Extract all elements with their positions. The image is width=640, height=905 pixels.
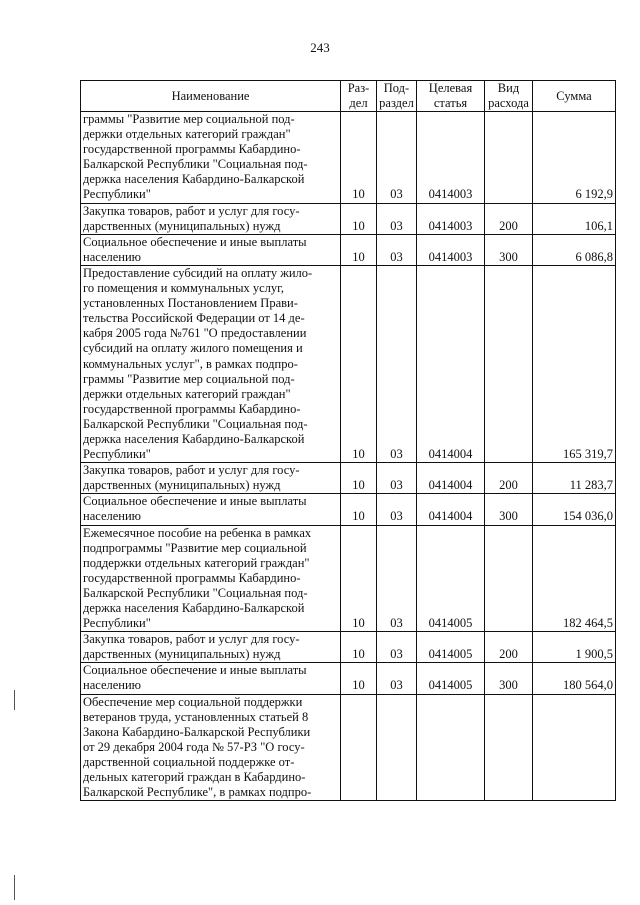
table-row [81,203,616,234]
row-name: Предоставление субсидий на оплату жило- го помещения и коммунальных услуг, установленных Постановлением Прави- тельства Российской Федерации от 14 де- кабря 2005 года №761 "О предоставлении субсидий на оплату жилого помещения и коммунальных услуг", в рамках подпро- граммы "Развитие мер социальной под- держки отдельных категорий граждан" государственной программы Кабардино- Балкарской Республики "Социальная под- держка населения Кабардино-Балкарской Республики" [81,265,341,462]
page-number: 243 [310,40,330,55]
row-podrazdel: 03 [377,265,417,462]
row-summa: 6 192,9 [533,112,616,204]
row-vid: 300 [485,663,533,694]
row-name: Социальное обеспечение и иные выплаты населению [81,663,341,694]
row-vid [485,112,533,204]
row-podrazdel: 03 [377,203,417,234]
row-podrazdel: 03 [377,463,417,494]
row-vid [485,525,533,632]
row-vid: 200 [485,632,533,663]
row-vid: 300 [485,494,533,525]
row-name: Закупка товаров, работ и услуг для госу- дарственных (муниципальных) нужд [81,632,341,663]
row-razdel: 10 [341,265,377,462]
row-summa: 6 086,8 [533,234,616,265]
row-summa: 165 319,7 [533,265,616,462]
row-name: Ежемесячное пособие на ребенка в рамках подпрограммы "Развитие мер социальной поддержки отдельных категорий граждан" государственной программы Кабардино- Балкарской Республики "Социальная под- держка населения Кабардино-Балкарской Республики" [81,525,341,632]
row-summa: 180 564,0 [533,663,616,694]
table-row [81,525,616,632]
row-podrazdel: 03 [377,632,417,663]
table-row [81,632,616,663]
header-vid: Вид расхода [485,81,533,112]
row-vid [485,265,533,462]
table-row [81,694,616,801]
table-row [81,494,616,525]
row-summa: 11 283,7 [533,463,616,494]
row-vid: 200 [485,203,533,234]
table-row [81,265,616,462]
header-celevaya: Целевая статья [417,81,485,112]
scan-margin-mark [14,875,15,900]
row-name: Закупка товаров, работ и услуг для госу- дарственных (муниципальных) нужд [81,203,341,234]
row-celevaya: 0414003 [417,234,485,265]
row-podrazdel [377,694,417,801]
row-vid: 300 [485,234,533,265]
row-razdel: 10 [341,234,377,265]
budget-table [80,80,616,801]
row-celevaya: 0414005 [417,525,485,632]
row-celevaya: 0414003 [417,203,485,234]
row-summa [533,694,616,801]
row-summa: 182 464,5 [533,525,616,632]
row-podrazdel: 03 [377,494,417,525]
row-podrazdel: 03 [377,525,417,632]
table-row [81,463,616,494]
row-podrazdel: 03 [377,234,417,265]
header-razdel: Раз- дел [341,81,377,112]
row-summa: 154 036,0 [533,494,616,525]
row-razdel [341,694,377,801]
row-razdel: 10 [341,112,377,204]
row-celevaya: 0414005 [417,632,485,663]
header-name: Наименование [81,81,341,112]
row-razdel: 10 [341,525,377,632]
table-row [81,663,616,694]
row-podrazdel: 03 [377,663,417,694]
row-razdel: 10 [341,632,377,663]
row-celevaya [417,694,485,801]
row-name: Закупка товаров, работ и услуг для госу- дарственных (муниципальных) нужд [81,463,341,494]
row-celevaya: 0414004 [417,463,485,494]
row-vid: 200 [485,463,533,494]
row-celevaya: 0414004 [417,494,485,525]
table-row [81,234,616,265]
row-vid [485,694,533,801]
row-name: граммы "Развитие мер социальной под- держки отдельных категорий граждан" государственной программы Кабардино- Балкарской Республики "Социальная под- держка населения Кабардино-Балкарской Республики" [81,112,341,204]
table-row [81,112,616,204]
header-podrazdel: Под- раздел [377,81,417,112]
row-summa: 106,1 [533,203,616,234]
header-summa: Сумма [533,81,616,112]
header-row [81,81,616,112]
row-celevaya: 0414004 [417,265,485,462]
row-razdel: 10 [341,203,377,234]
row-celevaya: 0414003 [417,112,485,204]
row-name: Социальное обеспечение и иные выплаты населению [81,494,341,525]
row-summa: 1 900,5 [533,632,616,663]
row-name: Социальное обеспечение и иные выплаты населению [81,234,341,265]
scan-margin-mark [14,690,15,710]
row-razdel: 10 [341,494,377,525]
row-podrazdel: 03 [377,112,417,204]
row-celevaya: 0414005 [417,663,485,694]
row-name: Обеспечение мер социальной поддержки ветеранов труда, установленных статьей 8 Закона Кабардино-Балкарской Республики от 29 декабря 2004 года № 57-РЗ "О госу- дарственной социальной поддержке от- дельных категорий граждан в Кабардино- Балкарской Республике", в рамках подпро- [81,694,341,801]
row-razdel: 10 [341,663,377,694]
row-razdel: 10 [341,463,377,494]
